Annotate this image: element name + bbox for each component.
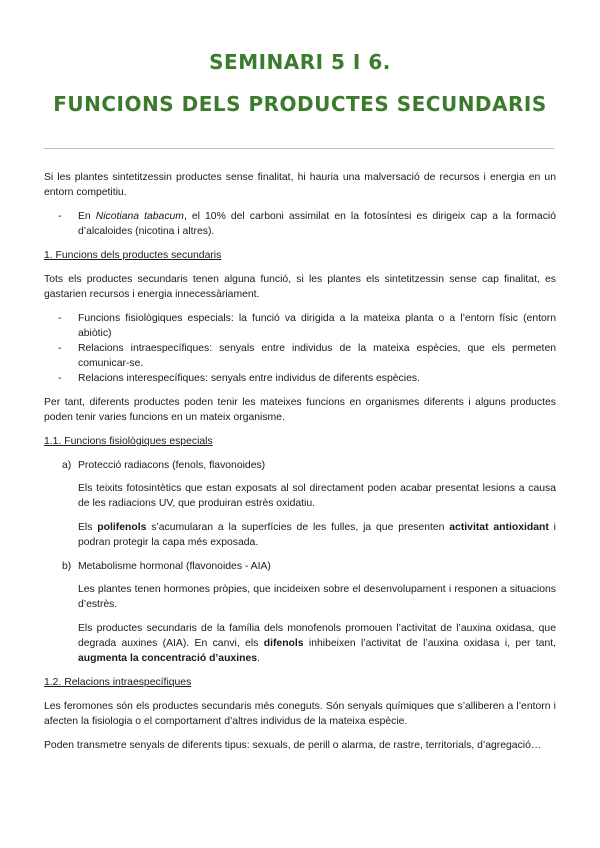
bold-term-auxines: augmenta la concentració d’auxines (78, 653, 258, 664)
list-item: - Relacions interespecífiques: senyals entre individus de diferents espècies. (78, 371, 556, 386)
title-line-1: SEMINARI 5 I 6. (209, 50, 391, 74)
bold-term-activitat: activitat antioxidant (449, 522, 549, 533)
text-run: s’acumularan a la superfícies de les fulles, ja que presenten (146, 522, 450, 533)
intro-paragraph: Si les plantes sintetitzessin productes sense finalitat, hi hauria una malversació de recursos i energia en un entorn competitiu. (44, 172, 556, 198)
section-1-paragraph-1: Tots els productes secundaris tenen alguna funció, si les plantes els sintetitzessin sense cap finalitat, es gastarien recursos i energia innecessàriament. (44, 274, 556, 300)
subsection-b-marker: b) (62, 561, 72, 572)
subsection-b-body (44, 582, 556, 666)
document-body (44, 170, 556, 762)
subsection-a-paragraph-2 (78, 520, 556, 550)
intro-list (44, 209, 556, 239)
species-name: Nicotiana tabacum (95, 211, 184, 222)
intro-list-item (78, 209, 556, 239)
intro-bullet-prefix: En (78, 211, 96, 222)
bold-term-difenols: difenols (263, 638, 304, 649)
text-run: . (257, 653, 260, 664)
section-1-list (44, 311, 556, 386)
section-1-2-paragraph-1: Les feromones són els productes secundaris més coneguts. Són senyals químiques que s’alliberen a l’entorn i afecten la fisiologia o el comportament d’altres individus de la mateixa espècie. (44, 701, 556, 727)
subsection-a (44, 458, 556, 473)
section-1-heading: 1. Funcions dels productes secundaris (44, 250, 222, 261)
text-run: inhibeixen l’activitat de l’auxina oxidasa i, per tant, (303, 638, 556, 649)
section-1-2-paragraph-2: Poden transmetre senyals de diferents tipus: sexuals, de perill o alarma, de rastre, territorials, d’agregació… (44, 740, 542, 751)
subsection-b-paragraph-2 (78, 621, 556, 666)
section-1-paragraph-2: Per tant, diferents productes poden tenir les mateixes funcions en organismes diferents i alguns productes poden tenir varies funcions en un mateix organisme. (44, 397, 556, 423)
text-run: Els productes secundaris de la família dels monofenols promouen l’activitat de l’auxina oxidasa, que degrada auxines (AIA). En canvi, els (78, 623, 556, 649)
section-1-1-heading: 1.1. Funcions fisiològiques especials (44, 436, 213, 447)
title-divider (44, 148, 554, 149)
text-run: i podran protegir la capa més exposada. (78, 522, 556, 548)
subsection-a-title: Protecció radiacons (fenols, flavonoides) (78, 460, 266, 471)
list-item: - Relacions intraespecífiques: senyals entre individus de la mateixa espècies, que els permeten comunicar-se. (78, 341, 556, 371)
subsection-a-body (44, 481, 556, 550)
subsection-a-paragraph-1: Els teixits fotosintètics que estan exposats al sol directament poden acabar presentat lesions a causa de les radiacions UV, que produiran estrès oxidatiu. (78, 483, 556, 509)
title-line-2: FUNCIONS DELS PRODUCTES SECUNDARIS (53, 92, 547, 116)
subsection-b (44, 559, 556, 574)
section-1-2-heading: 1.2. Relacions intraespecífiques (44, 677, 192, 688)
list-item: - Funcions fisiològiques especials: la funció va dirigida a la mateixa planta o a l’entorn físic (entorn abiòtic) (78, 311, 556, 341)
intro-bullet-rest: , el 10% del carboni assimilat en la fotosíntesi es dirigeix cap a la formació d’alcaloides (nicotina i altres). (78, 211, 556, 237)
subsection-b-paragraph-1: Les plantes tenen hormones pròpies, que incideixen sobre el desenvolupament i responen a situacions d’estrès. (78, 584, 556, 610)
text-run: Els (78, 522, 98, 533)
bold-term-polifenols: polifenols (97, 522, 147, 533)
subsection-a-marker: a) (62, 460, 72, 471)
subsection-b-title: Metabolisme hormonal (flavonoides - AIA) (78, 561, 271, 572)
